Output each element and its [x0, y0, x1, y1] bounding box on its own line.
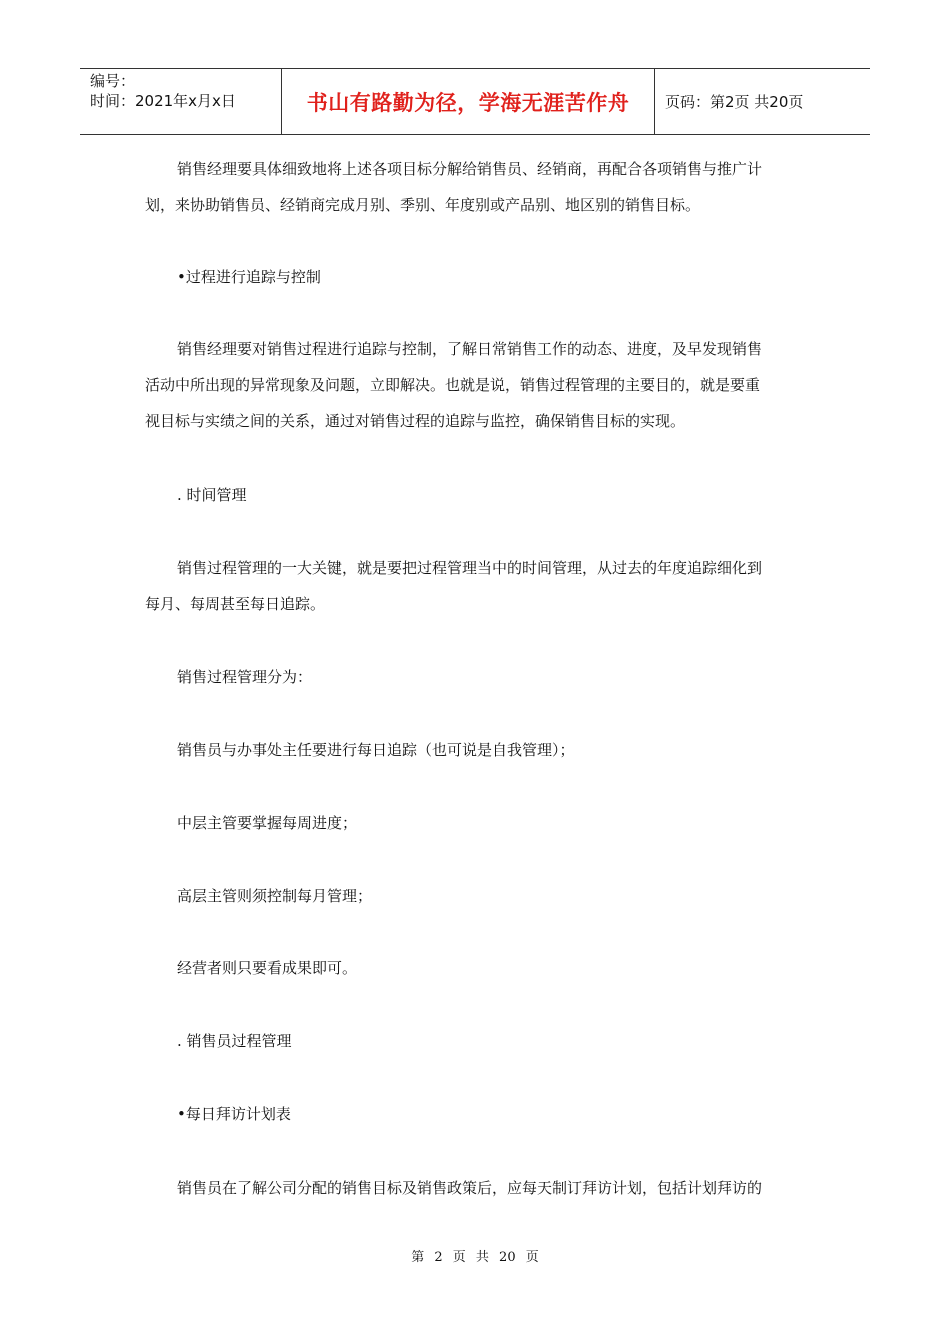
paragraph-line: 高层主管则须控制每月管理； — [177, 887, 373, 905]
paragraph-line: 销售过程管理分为： — [177, 668, 313, 686]
paragraph-line: 销售经理要具体细致地将上述各项目标分解给销售员、经销商，再配合各项销售与推广计 — [177, 160, 763, 178]
paragraph-line: 经营者则只要看成果即可。 — [177, 959, 358, 977]
paragraph-line: 销售过程管理的一大关键，就是要把过程管理当中的时间管理，从过去的年度追踪细化到 — [177, 559, 763, 577]
header-motto-cell — [282, 69, 655, 134]
paragraph-line: 销售经理要对销售过程进行追踪与控制，了解日常销售工作的动态、进度，及早发现销售 — [177, 340, 763, 358]
paragraph-line: 划，来协助销售员、经销商完成月别、季别、年度别或产品别、地区别的销售目标。 — [145, 196, 701, 214]
header-page-cell — [655, 69, 870, 134]
paragraph-line: 活动中所出现的异常现象及问题，立即解决。也就是说，销售过程管理的主要目的，就是要重 — [145, 376, 761, 394]
paragraph-line: 中层主管要掌握每周进度； — [177, 814, 358, 832]
paragraph-line: 销售员与办事处主任要进行每日追踪（也可说是自我管理）； — [177, 741, 575, 759]
document-header — [80, 68, 870, 135]
paragraph-line: 每月、每周甚至每日追踪。 — [145, 595, 326, 613]
header-meta-cell — [80, 69, 282, 134]
section-heading: . 时间管理 — [177, 486, 247, 504]
section-heading: •过程进行追踪与控制 — [177, 268, 321, 286]
date-label: 时间：2021年x月x日 — [90, 92, 236, 110]
number-label: 编号： — [90, 72, 136, 90]
motto-text: 书山有路勤为径，学海无涯苦作舟 — [306, 90, 630, 115]
section-heading: . 销售员过程管理 — [177, 1032, 292, 1050]
paragraph-line: 视目标与实绩之间的关系，通过对销售过程的追踪与监控，确保销售目标的实现。 — [145, 412, 686, 430]
page-label: 页码：第2页 共20页 — [665, 93, 804, 111]
page-footer: 第 2 页 共 20 页 — [411, 1250, 539, 1265]
paragraph-line: 销售员在了解公司分配的销售目标及销售政策后，应每天制订拜访计划，包括计划拜访的 — [177, 1179, 763, 1197]
section-heading: •每日拜访计划表 — [177, 1105, 291, 1123]
